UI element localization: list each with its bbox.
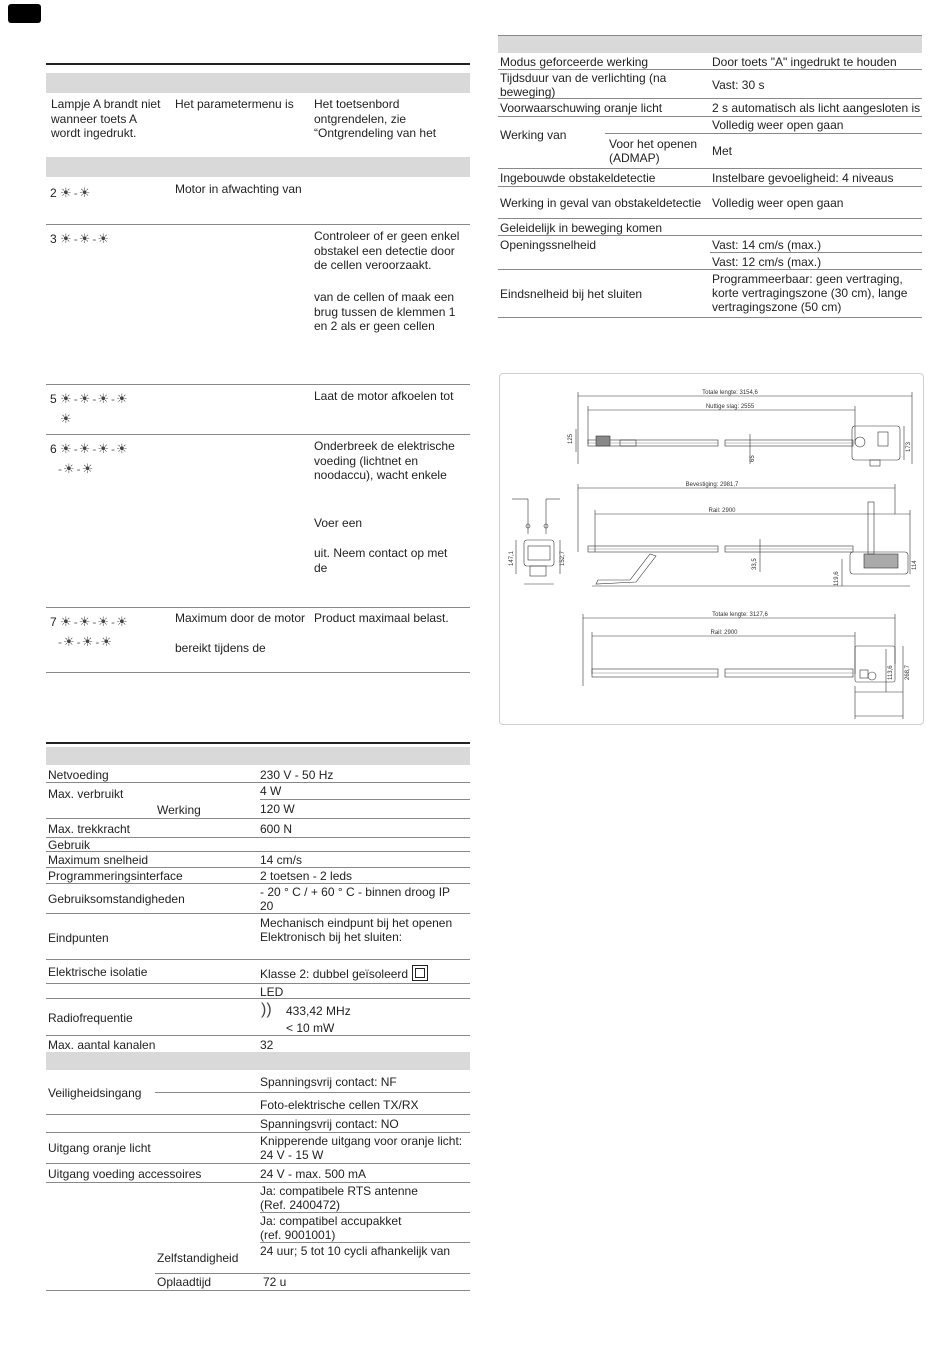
led-blink-icon: ☀ bbox=[63, 634, 76, 649]
dimension-label: 65 bbox=[750, 455, 756, 462]
spec-label: Veiligheidsingang bbox=[48, 1086, 142, 1100]
dimension-label: 113,6 bbox=[888, 665, 894, 680]
led-blink-icon: ☀ bbox=[116, 441, 129, 456]
row-cell: Controleer of er geen enkel obstakel een detectie door de cellen veroorzaakt. bbox=[314, 229, 460, 272]
double-insulation-icon bbox=[412, 965, 428, 981]
spec-label: Max. verbruikt bbox=[48, 787, 124, 801]
spec-label: Uitgang oranje licht bbox=[48, 1141, 151, 1155]
led-blink-icon: ☀ bbox=[81, 461, 95, 476]
spec-value: Vast: 14 cm/s (max.) bbox=[712, 238, 822, 252]
dimension-label: Nuttige slag: 2555 bbox=[705, 404, 755, 410]
motor-rail-drawing bbox=[500, 374, 923, 724]
spec-value: LED bbox=[260, 985, 284, 999]
row-cell: Product maximaal belast. bbox=[314, 611, 449, 625]
spec-value: - 20 ° C / + 60 ° C - binnen droog IP 20 bbox=[260, 885, 450, 913]
spec-value: Knipperende uitgang voor oranje licht: 24 V - 15 W bbox=[260, 1134, 463, 1162]
blink-code-3: 3 ☀-☀-☀ bbox=[50, 231, 110, 246]
spec-value: Mechanisch eindpunt bij het openen Elektronisch bij het sluiten: bbox=[260, 916, 453, 944]
spec-label: Gebruik bbox=[48, 838, 91, 852]
spec-label: Gebruiksomstandigheden bbox=[48, 892, 185, 906]
spec-value: Ja: compatibel accupakket (ref. 9001001) bbox=[260, 1214, 402, 1242]
row-cell: Maximum door de motor bbox=[175, 611, 306, 625]
spec-sublabel: Zelfstandigheid bbox=[157, 1251, 239, 1265]
dimension-label: Rail: 2900 bbox=[710, 630, 738, 636]
led-blink-icon: ☀ bbox=[116, 391, 129, 406]
spec-value: Vast: 30 s bbox=[712, 78, 765, 92]
spec-sublabel: Oplaadtijd bbox=[157, 1275, 212, 1289]
led-blink-icon: ☀ bbox=[60, 614, 73, 629]
spec-sublabel: Voor het openen (ADMAP) bbox=[609, 137, 698, 165]
row-cell: van de cellen of maak een brug tussen de klemmen 1 en 2 als er geen cellen bbox=[314, 290, 456, 333]
spec-label: Werking in geval van obstakeldetectie bbox=[500, 196, 702, 210]
row-cell: Onderbreek de elektrische voeding (lichtnet en noodaccu), wacht enkele bbox=[314, 439, 455, 482]
spec-label: Geleidelijk in beweging komen bbox=[500, 221, 663, 235]
spec-label: Werking van bbox=[500, 128, 567, 142]
led-blink-icon: ☀ bbox=[97, 391, 110, 406]
led-blink-icon: ☀ bbox=[78, 231, 92, 246]
dimension-label: Totale lengte: 3154,6 bbox=[702, 390, 758, 396]
spec-label: Programmeringsinterface bbox=[48, 869, 183, 883]
spec-value: 14 cm/s bbox=[260, 853, 303, 867]
spec-label: Uitgang voeding accessoires bbox=[48, 1167, 202, 1181]
spec-label: Radiofrequentie bbox=[48, 1011, 133, 1025]
spec-label: Maximum snelheid bbox=[48, 853, 149, 867]
spec-label: Netvoeding bbox=[48, 768, 109, 782]
spec-label: Eindsnelheid bij het sluiten bbox=[500, 287, 643, 301]
spec-label: Max. aantal kanalen bbox=[48, 1038, 156, 1052]
row-cell: Het parametermenu is bbox=[175, 97, 294, 111]
spec-value: Programmeerbaar: geen vertraging, korte vertragingszone (30 cm), lange vertragingszone (50 cm) bbox=[712, 272, 908, 314]
led-blink-icon: ☀ bbox=[60, 231, 73, 246]
spec-value: < 10 mW bbox=[286, 1021, 335, 1035]
table-header-band bbox=[46, 747, 470, 765]
spec-label: Voorwaarschuwing oranje licht bbox=[500, 101, 663, 115]
spec-label: Ingebouwde obstakeldetectie bbox=[500, 171, 656, 185]
led-blink-icon: ☀ bbox=[60, 411, 73, 426]
spec-value: 4 W bbox=[260, 784, 282, 798]
spec-label: Modus geforceerde werking bbox=[500, 55, 649, 69]
row-cell: Motor in afwachting van bbox=[175, 182, 302, 196]
table-header-band bbox=[498, 36, 922, 53]
row-cell: Voer een bbox=[314, 516, 363, 530]
spec-value: Volledig weer open gaan bbox=[712, 196, 844, 210]
spec-sublabel: Werking bbox=[157, 803, 201, 817]
led-blink-icon: ☀ bbox=[116, 614, 129, 629]
row-cell: Lampje A brandt niet wanneer toets A wordt ingedrukt. bbox=[51, 97, 161, 140]
dimension-label: Bevestiging: 2981,7 bbox=[685, 482, 739, 488]
led-blink-icon: ☀ bbox=[60, 185, 73, 200]
spec-value: Vast: 12 cm/s (max.) bbox=[712, 255, 822, 269]
table-section-band bbox=[46, 1052, 470, 1070]
spec-value-isolation: Klasse 2: dubbel geïsoleerd bbox=[260, 965, 428, 981]
led-blink-icon: ☀ bbox=[97, 231, 110, 246]
table-section-band bbox=[46, 157, 470, 177]
spec-value: 600 N bbox=[260, 822, 293, 836]
dimension-label: Totale lengte: 3127,6 bbox=[712, 612, 768, 618]
dimension-label: 125 bbox=[568, 433, 574, 444]
dimension-label: 147,1 bbox=[509, 550, 515, 566]
spec-value: Spanningsvrij contact: NF bbox=[260, 1075, 397, 1089]
spec-value: Door toets "A" ingedrukt te houden bbox=[712, 55, 897, 69]
dimension-label: 114 bbox=[912, 560, 918, 570]
blink-code-6: 6 ☀-☀-☀-☀ -☀-☀ bbox=[50, 441, 129, 476]
blink-code-7: 7 ☀-☀-☀-☀ -☀-☀-☀ bbox=[50, 614, 129, 649]
spec-value: 120 W bbox=[260, 802, 295, 816]
spec-label: Max. trekkracht bbox=[48, 822, 131, 836]
spec-value: 72 u bbox=[263, 1275, 287, 1289]
dimension-label: 119,6 bbox=[834, 571, 840, 586]
spec-value: Ja: compatibele RTS antenne (Ref. 2400472) bbox=[260, 1184, 418, 1212]
radio-wave-icon: )) bbox=[261, 1001, 272, 1018]
dimension-label: 33,5 bbox=[752, 558, 758, 570]
spec-value: 433,42 MHz bbox=[286, 1004, 351, 1018]
spec-label: Openingssnelheid bbox=[500, 238, 597, 252]
led-blink-icon: ☀ bbox=[78, 614, 92, 629]
led-blink-icon: ☀ bbox=[78, 185, 92, 200]
blink-code-5: 5 ☀-☀-☀-☀ ☀ bbox=[50, 391, 129, 426]
spec-label: Tijdsduur van de verlichting (na beweging) bbox=[500, 71, 667, 99]
spec-value: Instelbare gevoeligheid: 4 niveaus bbox=[712, 171, 894, 185]
dimension-label: Rail: 2900 bbox=[708, 508, 736, 514]
spec-value: Spanningsvrij contact: NO bbox=[260, 1117, 399, 1131]
spec-value: 24 V - max. 500 mA bbox=[260, 1167, 367, 1181]
spec-label: Eindpunten bbox=[48, 931, 109, 945]
blink-code-2: 2 ☀-☀ bbox=[50, 185, 92, 200]
dimension-label: 173 bbox=[906, 441, 912, 452]
row-cell: bereikt tijdens de bbox=[175, 641, 266, 655]
led-blink-icon: ☀ bbox=[60, 391, 73, 406]
table-header-band bbox=[46, 73, 470, 93]
spec-value: 2 toetsen - 2 leds bbox=[260, 869, 353, 883]
led-blink-icon: ☀ bbox=[81, 634, 95, 649]
spec-value: Met bbox=[712, 144, 733, 158]
spec-value: 2 s automatisch als licht aangesloten is bbox=[712, 101, 921, 115]
spec-value: 32 bbox=[260, 1038, 274, 1052]
spec-value: 24 uur; 5 tot 10 cycli afhankelijk van bbox=[260, 1244, 451, 1258]
spec-value: Volledig weer open gaan bbox=[712, 118, 844, 132]
row-cell: Het toetsenbord ontgrendelen, zie “Ontgrendeling van het bbox=[314, 97, 437, 140]
spec-label: Elektrische isolatie bbox=[48, 965, 148, 979]
row-cell: Laat de motor afkoelen tot bbox=[314, 389, 454, 403]
language-tab bbox=[8, 4, 41, 23]
led-blink-icon: ☀ bbox=[97, 441, 110, 456]
led-blink-icon: ☀ bbox=[97, 614, 110, 629]
led-blink-icon: ☀ bbox=[63, 461, 76, 476]
row-cell: uit. Neem contact op met de bbox=[314, 546, 448, 575]
spec-value: Foto-elektrische cellen TX/RX bbox=[260, 1098, 419, 1112]
led-blink-icon: ☀ bbox=[60, 441, 73, 456]
led-blink-icon: ☀ bbox=[78, 391, 92, 406]
led-blink-icon: ☀ bbox=[78, 441, 92, 456]
spec-value: 230 V - 50 Hz bbox=[260, 768, 334, 782]
dimension-label: 152,7 bbox=[560, 550, 566, 566]
led-blink-icon: ☀ bbox=[100, 634, 113, 649]
dimension-drawing bbox=[499, 373, 924, 725]
dimension-label: 268,7 bbox=[905, 664, 911, 680]
